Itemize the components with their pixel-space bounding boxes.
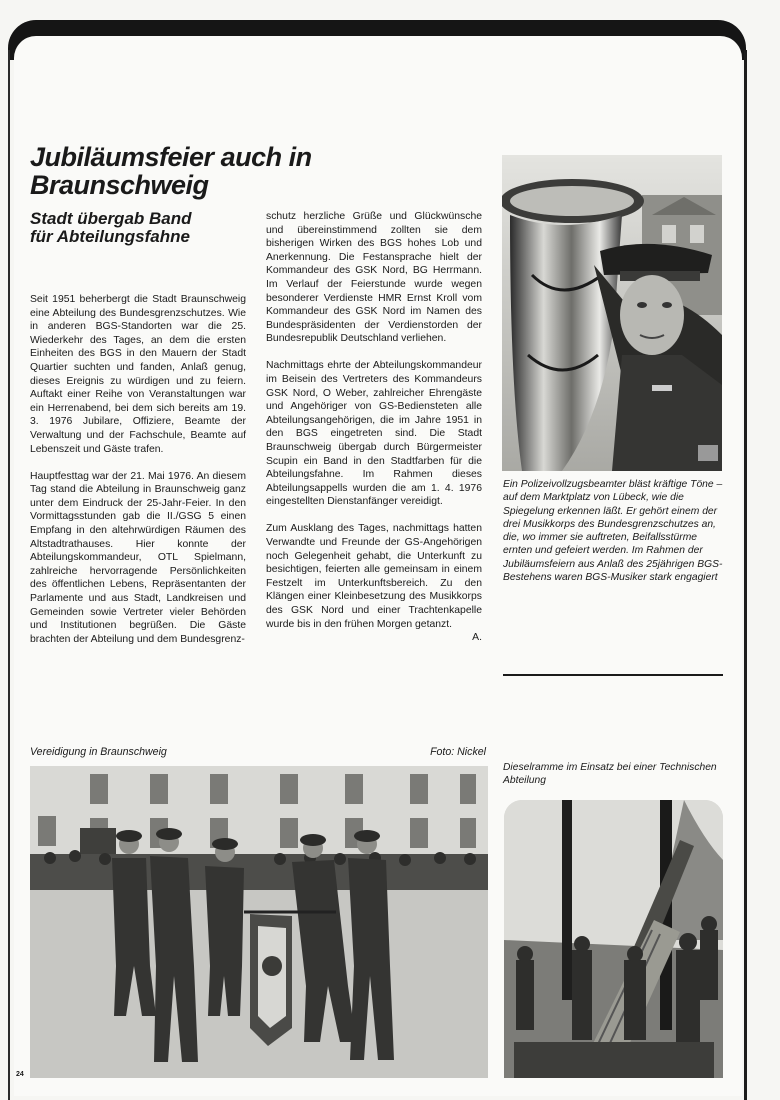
article-paragraph: Hauptfesttag war der 21. Mai 1976. An diesem Tag stand die Abteilung in Braunschweig ganz unter dem Eindruck der 25-Jahr-Feier. In den Vormittagsstunden gab die II./GSG 5 einen Empfang in den altehrwürdigen Räumen des Altstadtrathauses. Hier konnte der Abteilungskommandeur, OTL Spielmann, zahlreiche hervorragende Persönlichkeiten des öffentlichen Lebens, Repräsentanten der Parlamente und aus Stadt, Landkreisen und Gemeinden sowie Vertreter vieler Behörden und Institutionen begrüßen. Die Gäste brachten der Abteilung und dem Bundesgrenz- bbox=[30, 470, 246, 645]
author-signature-row bbox=[266, 631, 482, 645]
section-rule bbox=[503, 674, 723, 676]
article-subhead bbox=[30, 210, 250, 246]
subhead-line-2: für Abteilungsfahne bbox=[30, 227, 190, 246]
article-column-2 bbox=[266, 210, 482, 658]
right-frame-line bbox=[744, 50, 747, 1100]
subhead-line-1: Stadt übergab Band bbox=[30, 209, 192, 228]
article-column-1 bbox=[30, 293, 246, 660]
article-paragraph bbox=[266, 522, 482, 644]
swearing-in-ceremony-photo bbox=[30, 766, 488, 1078]
author-signature: A. bbox=[472, 632, 482, 644]
article-paragraph: Seit 1951 beherbergt die Stadt Braunschweig eine Abteilung des Bundesgrenzschutzes. Wie in anderen BGS-Standorten war die 25. Wiederkehr des Tages, an dem die ersten Einheiten des BGS in den Mauern der Stadt Quartier suchten und fanden, Anlaß genug, dieses Ereignis zu würdigen und zu feiern. Auftakt einer Reihe von Veranstaltungen war ein Herrenabend, bei dem sich bereits am 19. 3. 1976 Jubilare, Offiziere, Beamte der Verwaltung und der Fachschule, Beamte auf Lebenszeit und Gäste trafen. bbox=[30, 294, 246, 455]
article-paragraph: schutz herzliche Grüße und Glückwünsche und übereinstimmend zollten sie dem bisherigen Wirken des BGS hohes Lob und Anerkennung. Die Festansprache hielt der Kommandeur des GSK Nord, BG Herrmann. Im Verlauf der Feierstunde wurde wegen besonderer Verdienste HMR Ernst Kroll vom Kommandeur des GSK Nord im Namen des Bundespräsidenten der Verdienstorden der Bundesrepublik Deutschland verliehen. bbox=[266, 211, 482, 345]
article-paragraph-text: Zum Ausklang des Tages, nachmittags hatten Verwandte und Freunde der GS-Angehörigen noch Gelegenheit gehabt, die Unterkunft zu besichtigen, feierten alle gemeinsam in einem Festzelt im Unterkunftsbereich. Zu den Klängen einer Kleinbesetzung des Musikkorps des GSK Nord und einer Trachtenkapelle wurde bis in den frühen Morgen getanzt. bbox=[266, 523, 482, 630]
headline-line-2: Braunschweig bbox=[30, 170, 209, 200]
ceremony-photo-caption: Vereidigung in Braunschweig bbox=[30, 746, 167, 758]
photo-credit: Foto: Nickel bbox=[430, 746, 486, 758]
headline-line-1: Jubiläumsfeier auch in bbox=[30, 142, 312, 172]
tuba-photo-caption: Ein Polizeivollzugsbeamter bläst kräftige Töne – auf dem Marktplatz von Lübeck, wie die Spiegelung erkennen läßt. Er gehört einem der drei Musikkorps des Bundesgrenzschutzes an, die, wo immer sie auftreten, Beifallsstürme ernten und gefeiert werden. Im Rahmen der Jubiläumsfeiern aus Anlaß des 25jährigen BGS-Bestehens waren BGS-Musiker stark engagiert bbox=[503, 479, 723, 584]
tuba-player-photo bbox=[502, 155, 722, 471]
page-number: 24 bbox=[16, 1071, 24, 1078]
pile-driver-photo-caption: Dieselramme im Einsatz bei einer Technischen Abteilung bbox=[503, 762, 717, 787]
article-paragraph: Nachmittags ehrte der Abteilungskommandeur im Beisein des Vertreters des Kommandeurs GSK Nord, O Weber, zahlreicher Ehrengäste und Angehöriger von GS-Bediensteten alle Abteilungsangehörigen, die im Jahre 1951 in den BGS eingetreten sind. Die Stadt Braunschweig übergab durch Bürgermeister Scupin ein Band in den Stadtfarben für die Abteilungsfahne. Im Rahmen dieses Abteilungsappells wurden die am 1. 4. 1976 eingestellten Dienstanfänger vereidigt. bbox=[266, 360, 482, 508]
article-headline bbox=[30, 143, 480, 199]
pile-driver-photo bbox=[504, 800, 723, 1078]
left-frame-line bbox=[8, 50, 10, 1100]
ceremony-caption-row bbox=[30, 746, 486, 758]
